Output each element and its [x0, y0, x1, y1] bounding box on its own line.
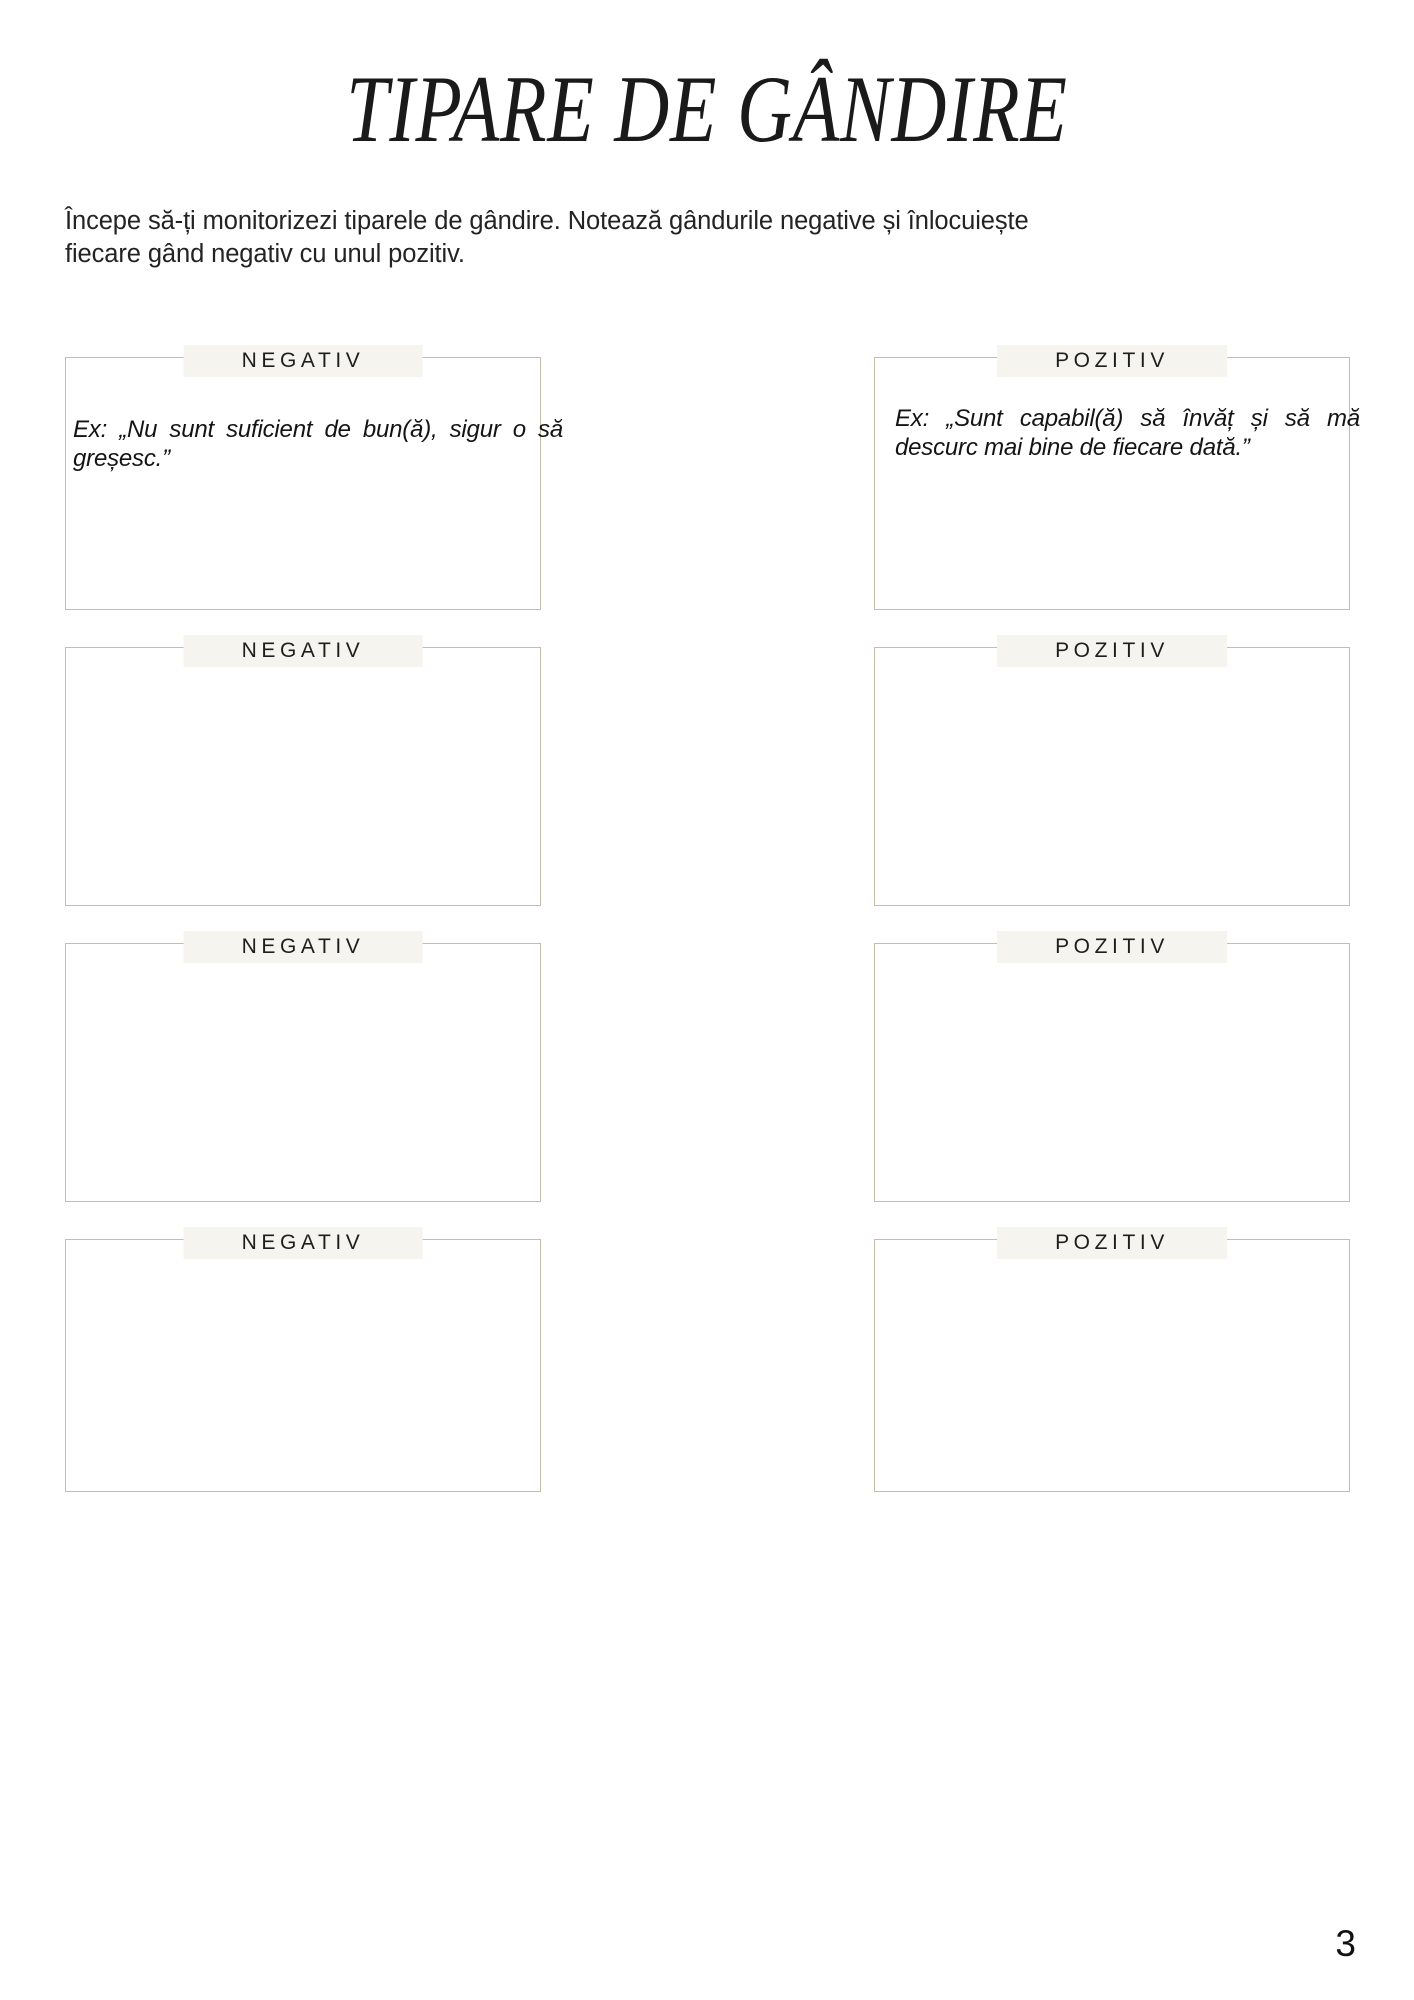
page-title: TIPARE DE GÂNDIRE: [346, 56, 1068, 162]
table-row: [65, 1231, 1350, 1492]
positive-cell-3: [874, 935, 1350, 1202]
negative-input-box-4[interactable]: [65, 1231, 541, 1492]
negative-cell-4: [65, 1231, 541, 1492]
positive-cell-2: [874, 639, 1350, 906]
negative-label-1: NEGATIV: [184, 345, 423, 377]
negative-input-box-3[interactable]: [65, 935, 541, 1202]
positive-label-2: POZITIV: [997, 635, 1227, 667]
positive-label-3: POZITIV: [997, 931, 1227, 963]
negative-cell-3: [65, 935, 541, 1202]
positive-input-box-2[interactable]: [874, 639, 1350, 906]
page-number: 3: [1335, 1923, 1356, 1964]
negative-cell-1: [65, 349, 563, 610]
table-row: [65, 349, 1360, 610]
table-row: [65, 639, 1350, 906]
negative-input-box-1[interactable]: [65, 349, 563, 610]
positive-cell-1: [874, 349, 1360, 610]
positive-input-box-1[interactable]: [874, 349, 1360, 610]
positive-label-4: POZITIV: [997, 1227, 1227, 1259]
table-row: [65, 935, 1350, 1202]
positive-input-box-4[interactable]: [874, 1231, 1350, 1492]
intro-paragraph: Începe să-ți monitorizezi tiparele de gândire. Notează gândurile negative și înlocuiește fiecare gând negativ cu unul pozitiv.: [65, 207, 1029, 269]
positive-cell-4: [874, 1231, 1350, 1492]
positive-example-text-1: Ex: „Sunt capabil(ă) să învăț și să mă descurc mai bine de fiecare dată.”: [895, 405, 1360, 462]
negative-label-2: NEGATIV: [184, 635, 423, 667]
positive-label-1: POZITIV: [997, 345, 1227, 377]
negative-input-box-2[interactable]: [65, 639, 541, 906]
positive-input-box-3[interactable]: [874, 935, 1350, 1202]
negative-cell-2: [65, 639, 541, 906]
negative-label-4: NEGATIV: [184, 1227, 423, 1259]
negative-example-text-1: Ex: „Nu sunt suficient de bun(ă), sigur o să greșesc.”: [73, 416, 563, 473]
negative-label-3: NEGATIV: [184, 931, 423, 963]
thought-pattern-grid: [65, 349, 1360, 1492]
